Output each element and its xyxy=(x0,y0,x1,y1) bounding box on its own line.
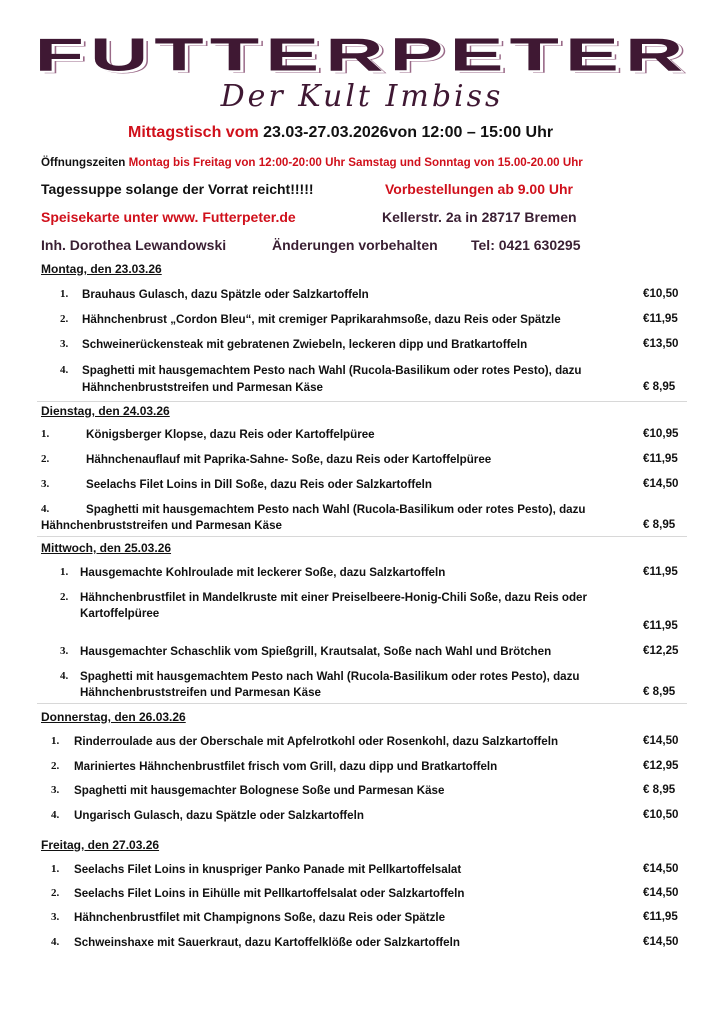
item-price: €14,50 xyxy=(643,734,679,747)
item-number: 1. xyxy=(60,566,69,578)
item-description-cont: Hähnchenbruststreifen und Parmesan Käse xyxy=(41,519,282,532)
item-price: €11,95 xyxy=(643,619,678,632)
item-description: Spaghetti mit hausgemachtem Pesto nach Wahl (Rucola-Basilikum oder rotes Pesto), dazu xyxy=(86,503,586,516)
phone: Tel: 0421 630295 xyxy=(471,237,581,253)
item-number: 2. xyxy=(60,313,69,325)
item-description: Seelachs Filet Loins in Eihülle mit Pellkartoffelsalat oder Salzkartoffeln xyxy=(74,887,465,900)
soup-note: Tagessuppe solange der Vorrat reicht!!!!! xyxy=(41,181,314,197)
item-description: Ungarisch Gulasch, dazu Spätzle oder Salzkartoffeln xyxy=(74,809,364,822)
item-description: Spaghetti mit hausgemachtem Pesto nach Wahl (Rucola-Basilikum oder rotes Pesto), dazu xyxy=(82,364,582,377)
item-description: Schweinshaxe mit Sauerkraut, dazu Kartoffelklöße oder Salzkartoffeln xyxy=(74,936,460,949)
day-heading: Freitag, den 27.03.26 xyxy=(41,838,160,852)
preorder-note: Vorbestellungen ab 9.00 Uhr xyxy=(385,181,574,197)
item-price: € 8,95 xyxy=(643,380,676,393)
item-number: 2. xyxy=(51,760,60,772)
opening-hours-text: Montag bis Freitag von 12:00-20:00 Uhr Samstag und Sonntag von 15.00-20.00 Uhr xyxy=(128,156,583,169)
item-description: Brauhaus Gulasch, dazu Spätzle oder Salzkartoffeln xyxy=(82,288,369,301)
item-number: 3. xyxy=(41,478,50,490)
menu-website-link[interactable]: Speisekarte unter www. Futterpeter.de xyxy=(41,209,296,225)
item-number: 4. xyxy=(51,936,60,948)
item-description-cont: Kartoffelpüree xyxy=(80,607,160,620)
item-price: €11,95 xyxy=(643,565,678,578)
item-price: €11,95 xyxy=(643,910,678,923)
owner: Inh. Dorothea Lewandowski xyxy=(41,237,227,253)
item-number: 2. xyxy=(60,591,69,603)
divider xyxy=(37,536,687,537)
item-number: 4. xyxy=(60,364,69,376)
logo-title: FUTTERPETER xyxy=(34,29,690,82)
item-description-cont: Hähnchenbruststreifen und Parmesan Käse xyxy=(80,686,321,699)
divider xyxy=(37,401,687,402)
item-price: €14,50 xyxy=(643,935,679,948)
item-number: 2. xyxy=(51,887,60,899)
mittagstisch-label: Mittagstisch vom xyxy=(128,124,259,141)
item-description: Seelachs Filet Loins in Dill Soße, dazu Reis oder Salzkartoffeln xyxy=(86,478,432,491)
item-price: €11,95 xyxy=(643,312,678,325)
item-number: 1. xyxy=(41,428,50,440)
item-price: €14,50 xyxy=(643,886,679,899)
item-description: Hausgemachter Schaschlik vom Spießgrill, Krautsalat, Soße nach Wahl und Brötchen xyxy=(80,645,552,658)
item-price: € 8,95 xyxy=(643,685,676,698)
item-number: 4. xyxy=(51,809,60,821)
item-price: €12,95 xyxy=(643,759,679,772)
item-description: Schweinerückensteak mit gebratenen Zwiebeln, leckeren dipp und Bratkartoffeln xyxy=(82,338,528,351)
day-heading: Mittwoch, den 25.03.26 xyxy=(41,541,172,555)
item-description-cont: Hähnchenbruststreifen und Parmesan Käse xyxy=(82,381,323,394)
item-description: Spaghetti mit hausgemachter Bolognese Soße und Parmesan Käse xyxy=(74,784,445,797)
item-description: Hausgemachte Kohlroulade mit leckerer Soße, dazu Salzkartoffeln xyxy=(80,566,446,579)
item-description: Hähnchenbrustfilet in Mandelkruste mit einer Preiselbeere-Honig-Chili Soße, dazu Reis oder xyxy=(80,591,588,604)
item-description: Hähnchenbrust „Cordon Bleu“, mit cremiger Paprikarahmsoße, dazu Reis oder Spätzle xyxy=(82,313,561,326)
item-number: 1. xyxy=(60,288,69,300)
item-price: €12,25 xyxy=(643,644,679,657)
item-price: €10,50 xyxy=(643,287,679,300)
opening-hours-label: Öffnungszeiten xyxy=(41,156,129,169)
mittagstisch-dates: 23.03-27.03.2026von 12:00 – 15:00 Uhr xyxy=(258,124,554,141)
item-price: €13,50 xyxy=(643,337,679,350)
opening-hours xyxy=(41,156,583,169)
changes-note: Änderungen vorbehalten xyxy=(272,237,438,253)
divider xyxy=(37,703,687,704)
item-price: € 8,95 xyxy=(643,783,676,796)
item-price: €10,50 xyxy=(643,808,679,821)
mittagstisch-heading xyxy=(128,124,553,142)
day-heading: Montag, den 23.03.26 xyxy=(41,262,162,276)
address: Kellerstr. 2a in 28717 Bremen xyxy=(382,209,577,225)
day-heading: Donnerstag, den 26.03.26 xyxy=(41,710,186,724)
item-description: Hähnchenauflauf mit Paprika-Sahne- Soße, dazu Reis oder Kartoffelpüree xyxy=(86,453,492,466)
item-description: Hähnchenbrustfilet mit Champignons Soße, dazu Reis oder Spätzle xyxy=(74,911,446,924)
day-heading: Dienstag, den 24.03.26 xyxy=(41,404,170,418)
item-price: € 8,95 xyxy=(643,518,676,531)
logo-subtitle: Der Kult Imbiss xyxy=(220,79,504,114)
item-number: 4. xyxy=(60,670,69,682)
item-description: Seelachs Filet Loins in knuspriger Panko Panade mit Pellkartoffelsalat xyxy=(74,863,462,876)
item-number: 3. xyxy=(60,645,69,657)
item-number: 1. xyxy=(51,735,60,747)
item-number: 3. xyxy=(51,784,60,796)
item-number: 1. xyxy=(51,863,60,875)
item-price: €14,50 xyxy=(643,862,679,875)
item-price: €14,50 xyxy=(643,477,679,490)
item-description: Rinderroulade aus der Oberschale mit Apfelrotkohl oder Rosenkohl, dazu Salzkartoffeln xyxy=(74,735,559,748)
item-number: 2. xyxy=(41,453,50,465)
item-description: Mariniertes Hähnchenbrustfilet frisch vom Grill, dazu dipp und Bratkartoffeln xyxy=(74,760,498,773)
item-price: €11,95 xyxy=(643,452,678,465)
item-number: 3. xyxy=(60,338,69,350)
item-description: Spaghetti mit hausgemachtem Pesto nach Wahl (Rucola-Basilikum oder rotes Pesto), dazu xyxy=(80,670,580,683)
logo xyxy=(0,29,724,114)
item-number: 3. xyxy=(51,911,60,923)
item-description: Königsberger Klopse, dazu Reis oder Kartoffelpüree xyxy=(86,428,375,441)
item-price: €10,95 xyxy=(643,427,679,440)
item-number: 4. xyxy=(41,503,50,515)
